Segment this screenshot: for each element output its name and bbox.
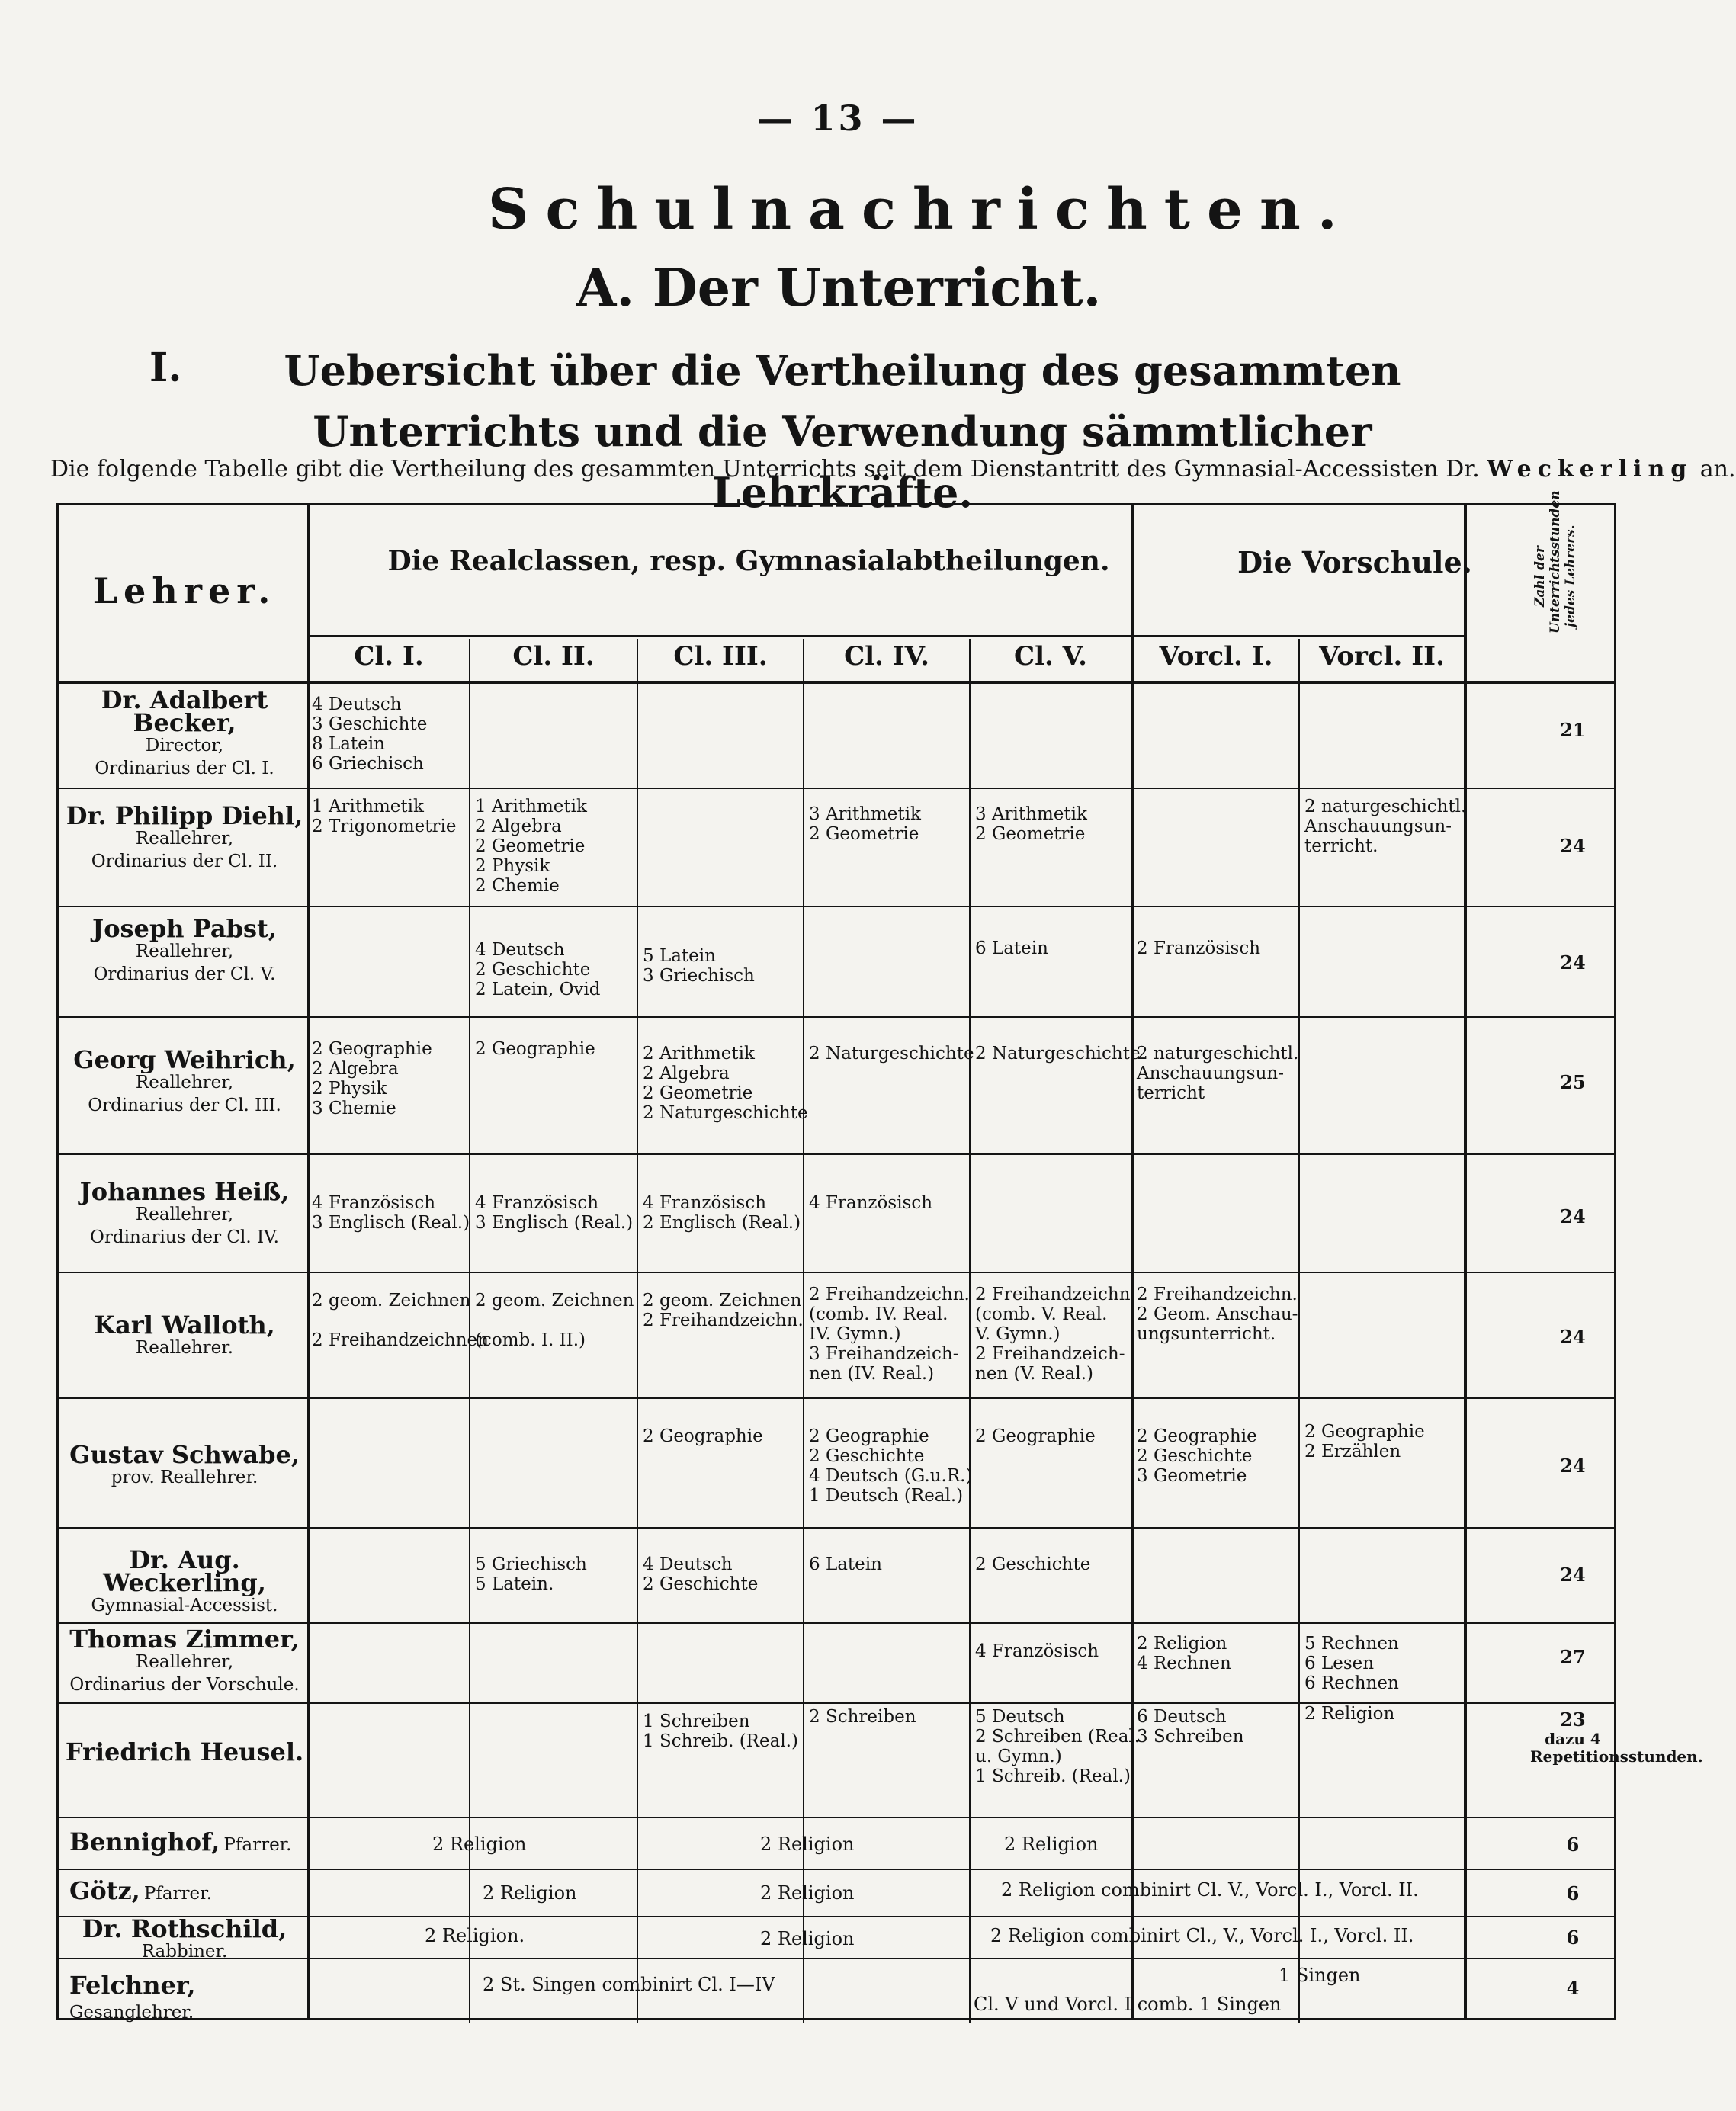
- cell-class-3: 4 Deutsch 2 Geschichte: [643, 1554, 759, 1594]
- teacher-name-walloth: [62, 1311, 307, 1359]
- teacher-name: Georg Weihrich,: [73, 1045, 296, 1074]
- teacher-name-bennighof: [69, 1827, 315, 1858]
- teacher-role: Pfarrer.: [143, 1884, 212, 1904]
- hours-cell: 24: [1560, 1205, 1586, 1227]
- cell-class-4: 2 Geographie 2 Geschichte 4 Deutsch (G.u.R.) 1 Deutsch (Real.): [809, 1426, 973, 1506]
- row-line: [59, 1527, 1614, 1529]
- header-class-5: Cl. V.: [1014, 641, 1087, 672]
- cell-class-3: 2 Arithmetik 2 Algebra 2 Geometrie 2 Naturgeschichte: [643, 1044, 808, 1123]
- teacher-name: Gustav Schwabe,: [69, 1440, 300, 1469]
- religion-combined: 2 Religion combinirt Cl., V., Vorcl. I., Vorcl. II.: [990, 1925, 1414, 1946]
- cell-vorclass-1: 2 naturgeschichtl. Anschauungsun- terricht: [1137, 1044, 1299, 1103]
- cell-class-1: 2 geom. Zeichnen 2 Freihandzeichnen: [312, 1291, 489, 1350]
- teacher-name-heiss: [62, 1177, 307, 1249]
- row-line: [59, 1397, 1614, 1399]
- cell-class-4: 2 Freihandzeichn. (comb. IV. Real. IV. Gymn.) 3 Freihandzeich- nen (IV. Real.): [809, 1285, 970, 1384]
- cell-vorclass-2: 5 Rechnen 6 Lesen 6 Rechnen: [1304, 1634, 1399, 1693]
- col-line-hours: [1464, 505, 1467, 2018]
- cell-vorclass-2: 2 Geographie 2 Erzählen: [1304, 1422, 1425, 1461]
- intro-text: Die folgende Tabelle gibt die Vertheilung des gesammten Unterrichts seit dem Dienstantritt des Gymnasial-Accessisten Dr.: [50, 456, 1480, 483]
- row-line: [59, 1272, 1614, 1273]
- cell-class-4: 4 Französisch: [809, 1193, 933, 1213]
- sub-title: A. Der Unterricht.: [576, 258, 1102, 319]
- cell-class-2: 4 Französisch 3 Englisch (Real.): [475, 1193, 634, 1233]
- teacher-role: prov. Reallehrer.: [111, 1468, 258, 1487]
- header-realclassen: Die Realclassen, resp. Gymnasialabtheilungen.: [387, 545, 1110, 577]
- teacher-name: Dr. Adalbert Becker,: [101, 685, 268, 737]
- header-class-4: Cl. IV.: [844, 641, 929, 672]
- singing-combined-count: 1 Singen: [1279, 1965, 1361, 1986]
- intro-paragraph: [50, 456, 1736, 483]
- teacher-name-heusel: [62, 1737, 307, 1766]
- teacher-name: Thomas Zimmer,: [69, 1625, 300, 1654]
- teacher-name: Götz,: [69, 1876, 140, 1905]
- teacher-name-pabst: [62, 914, 307, 986]
- teacher-role: Reallehrer,: [135, 1652, 234, 1672]
- teacher-name: Dr. Aug. Weckerling,: [103, 1545, 266, 1597]
- cell-class-2: 4 Deutsch 2 Geschichte 2 Latein, Ovid: [475, 940, 601, 999]
- col-line-6: [1298, 639, 1300, 2023]
- header-class-3: Cl. III.: [673, 641, 768, 672]
- header-hours: Zahl der Unterrichtsstunden jedes Lehrers.: [1532, 490, 1578, 634]
- section-title: Uebersicht über die Vertheilung des gesammten Unterrichts und die Verwendung sämmtlicher Lehrkräfte.: [284, 346, 1401, 517]
- page-number: — 13 —: [757, 98, 919, 139]
- cell-class-2: 2 geom. Zeichnen (comb. I. II.): [475, 1291, 634, 1350]
- section-number: I.: [149, 345, 182, 391]
- teacher-role: Reallehrer,: [135, 1205, 234, 1224]
- religion-cl-3-4: 2 Religion: [760, 1833, 855, 1855]
- hours-cell: 27: [1560, 1646, 1586, 1668]
- header-bottom-line: [59, 681, 1614, 684]
- hours-cell: 24: [1560, 1455, 1586, 1477]
- cell-class-3: 1 Schreiben 1 Schreib. (Real.): [643, 1712, 798, 1751]
- hours-cell: 25: [1560, 1071, 1586, 1093]
- cell-class-1: 1 Arithmetik 2 Trigonometrie: [312, 797, 457, 836]
- teacher-name: Karl Walloth,: [94, 1311, 275, 1339]
- row-line: [59, 1869, 1614, 1870]
- cell-class-5: 2 Freihandzeichn. (comb. V. Real. V. Gymn.) 2 Freihandzeich- nen (V. Real.): [975, 1285, 1136, 1384]
- teacher-role: Reallehrer.: [135, 1338, 234, 1358]
- hours-cell: 24: [1560, 835, 1586, 857]
- header-vorschule: Die Vorschule.: [1237, 545, 1472, 579]
- teacher-role: Ordinarius der Cl. IV.: [90, 1227, 279, 1247]
- cell-vorclass-2: 2 Religion: [1304, 1704, 1395, 1724]
- col-line-teacher: [307, 505, 310, 2018]
- row-line: [59, 1817, 1614, 1818]
- teacher-role: Ordinarius der Cl. II.: [91, 852, 278, 871]
- teacher-name-goetz: [69, 1876, 315, 1907]
- cell-class-3: 2 geom. Zeichnen 2 Freihandzeichn.: [643, 1291, 804, 1330]
- teacher-role: Ordinarius der Cl. I.: [95, 759, 274, 778]
- teacher-name: Felchner,: [69, 1971, 196, 2000]
- religion-combined: 2 Religion combinirt Cl. V., Vorcl. I., Vorcl. II.: [1001, 1879, 1419, 1901]
- hours-cell: [1530, 1708, 1703, 1766]
- teacher-name: Dr. Rothschild,: [82, 1914, 287, 1943]
- religion-cl-1-2: 2 Religion: [432, 1833, 527, 1855]
- teacher-name: Bennighof,: [69, 1827, 220, 1856]
- teacher-name: Johannes Heiß,: [79, 1177, 290, 1206]
- teacher-role: Gymnasial-Accessist.: [91, 1596, 278, 1615]
- cell-class-5: 2 Naturgeschichte: [975, 1044, 1141, 1064]
- cell-class-5: 3 Arithmetik 2 Geometrie: [975, 804, 1087, 844]
- religion-cl-1-2: 2 Religion: [483, 1882, 577, 1904]
- header-vorclass-2: Vorcl. II.: [1319, 641, 1445, 672]
- hours-value: 23: [1560, 1708, 1586, 1731]
- col-line-3: [803, 639, 804, 2023]
- hours-note: dazu 4 Repetitionsstunden.: [1530, 1730, 1703, 1766]
- row-line: [59, 1153, 1614, 1155]
- cell-vorclass-1: 2 Freihandzeichn. 2 Geom. Anschau- ungsunterricht.: [1137, 1285, 1298, 1344]
- cell-class-5: 2 Geographie: [975, 1426, 1096, 1446]
- cell-vorclass-2: 2 naturgeschichtl. Anschauungsun- terricht.: [1304, 797, 1467, 856]
- header-class-1: Cl. I.: [354, 641, 424, 672]
- religion-cl-5: 2 Religion: [1004, 1833, 1099, 1855]
- cell-class-2: 1 Arithmetik 2 Algebra 2 Geometrie 2 Physik 2 Chemie: [475, 797, 587, 896]
- row-line: [59, 1016, 1614, 1018]
- cell-class-5: 5 Deutsch 2 Schreiben (Real. u. Gymn.) 1 Schreib. (Real.): [975, 1707, 1141, 1786]
- teacher-name: Dr. Philipp Diehl,: [66, 801, 303, 830]
- teacher-role: Reallehrer,: [135, 942, 234, 961]
- teacher-name-zimmer: [62, 1625, 307, 1696]
- teacher-name-becker: [62, 685, 307, 780]
- row-line: [59, 1622, 1614, 1624]
- cell-class-5: 6 Latein: [975, 938, 1048, 958]
- teacher-name-weckerling: [62, 1545, 307, 1617]
- cell-vorclass-1: 2 Geographie 2 Geschichte 3 Geometrie: [1137, 1426, 1257, 1486]
- row-line: [59, 788, 1614, 789]
- hours-cell: 24: [1560, 951, 1586, 974]
- teacher-role: Director,: [145, 736, 224, 756]
- teacher-role: Ordinarius der Vorschule.: [69, 1675, 300, 1695]
- header-vorclass-1: Vorcl. I.: [1159, 641, 1273, 672]
- cell-class-5: 2 Geschichte: [975, 1554, 1091, 1574]
- teacher-role: Reallehrer,: [135, 829, 234, 849]
- cell-vorclass-1: 2 Religion 4 Rechnen: [1137, 1634, 1231, 1673]
- distribution-table: [56, 490, 1703, 2023]
- cell-class-4: 6 Latein: [809, 1554, 882, 1574]
- col-line-2: [637, 639, 638, 2023]
- cell-class-3: 5 Latein 3 Griechisch: [643, 946, 755, 986]
- teacher-role: Pfarrer.: [223, 1835, 292, 1855]
- teacher-name-weihrich: [62, 1045, 307, 1117]
- cell-class-3: 2 Geographie: [643, 1426, 763, 1446]
- teacher-name-felchner: [69, 1971, 315, 2026]
- intro-suffix: an.: [1699, 456, 1736, 483]
- cell-vorclass-1: 6 Deutsch 3 Schreiben: [1137, 1707, 1244, 1747]
- cell-class-3: 4 Französisch 2 Englisch (Real.): [643, 1193, 801, 1233]
- teacher-name-rothschild: [62, 1914, 307, 1963]
- cell-class-4: 3 Arithmetik 2 Geometrie: [809, 804, 921, 844]
- religion-cl-1-2: 2 Religion.: [425, 1925, 525, 1946]
- religion-cl-3-4: 2 Religion: [760, 1882, 855, 1904]
- teacher-name-schwabe: [62, 1440, 307, 1489]
- cell-vorclass-1: 2 Französisch: [1137, 938, 1261, 958]
- religion-cl-3-4: 2 Religion: [760, 1928, 855, 1949]
- cell-class-1: 2 Geographie 2 Algebra 2 Physik 3 Chemie: [312, 1039, 432, 1118]
- cell-class-2: 2 Geographie: [475, 1039, 595, 1059]
- teacher-role: Rabbiner.: [141, 1942, 228, 1962]
- cell-class-4: 2 Naturgeschichte: [809, 1044, 974, 1064]
- col-line-5: [1131, 505, 1134, 2018]
- teacher-name-diehl: [62, 801, 307, 873]
- hours-cell: 4: [1566, 1977, 1580, 1999]
- singing-cl-1-4: 2 St. Singen combinirt Cl. I—IV: [483, 1974, 775, 1995]
- cell-class-1: 4 Deutsch 3 Geschichte 8 Latein 6 Griechisch: [312, 695, 428, 774]
- teacher-role: Ordinarius der Cl. III.: [88, 1096, 281, 1115]
- teacher-name: Friedrich Heusel.: [65, 1737, 304, 1766]
- hours-cell: 24: [1560, 1326, 1586, 1348]
- hours-cell: 21: [1560, 719, 1586, 741]
- header-class-2: Cl. II.: [512, 641, 595, 672]
- header-teacher: Lehrer.: [92, 570, 277, 611]
- hours-cell: 6: [1566, 1927, 1580, 1949]
- teacher-role: Reallehrer,: [135, 1073, 234, 1092]
- singing-combined: Cl. V und Vorcl. I comb. 1 Singen: [974, 1994, 1282, 2015]
- cell-class-4: 2 Schreiben: [809, 1707, 916, 1727]
- header-sub-line: [307, 635, 1464, 637]
- hours-cell: 24: [1560, 1564, 1586, 1586]
- main-title: Schulnachrichten.: [488, 177, 1354, 242]
- teacher-role: Gesanglehrer.: [69, 2003, 194, 2023]
- teacher-name: Joseph Pabst,: [92, 914, 277, 943]
- teacher-role: Ordinarius der Cl. V.: [93, 964, 276, 984]
- cell-class-1: 4 Französisch 3 Englisch (Real.): [312, 1193, 470, 1233]
- cell-class-2: 5 Griechisch 5 Latein.: [475, 1554, 587, 1594]
- row-line: [59, 906, 1614, 907]
- cell-class-5: 4 Französisch: [975, 1641, 1099, 1661]
- hours-cell: 6: [1566, 1833, 1580, 1856]
- hours-cell: 6: [1566, 1882, 1580, 1904]
- intro-name: Weckerling: [1487, 456, 1693, 483]
